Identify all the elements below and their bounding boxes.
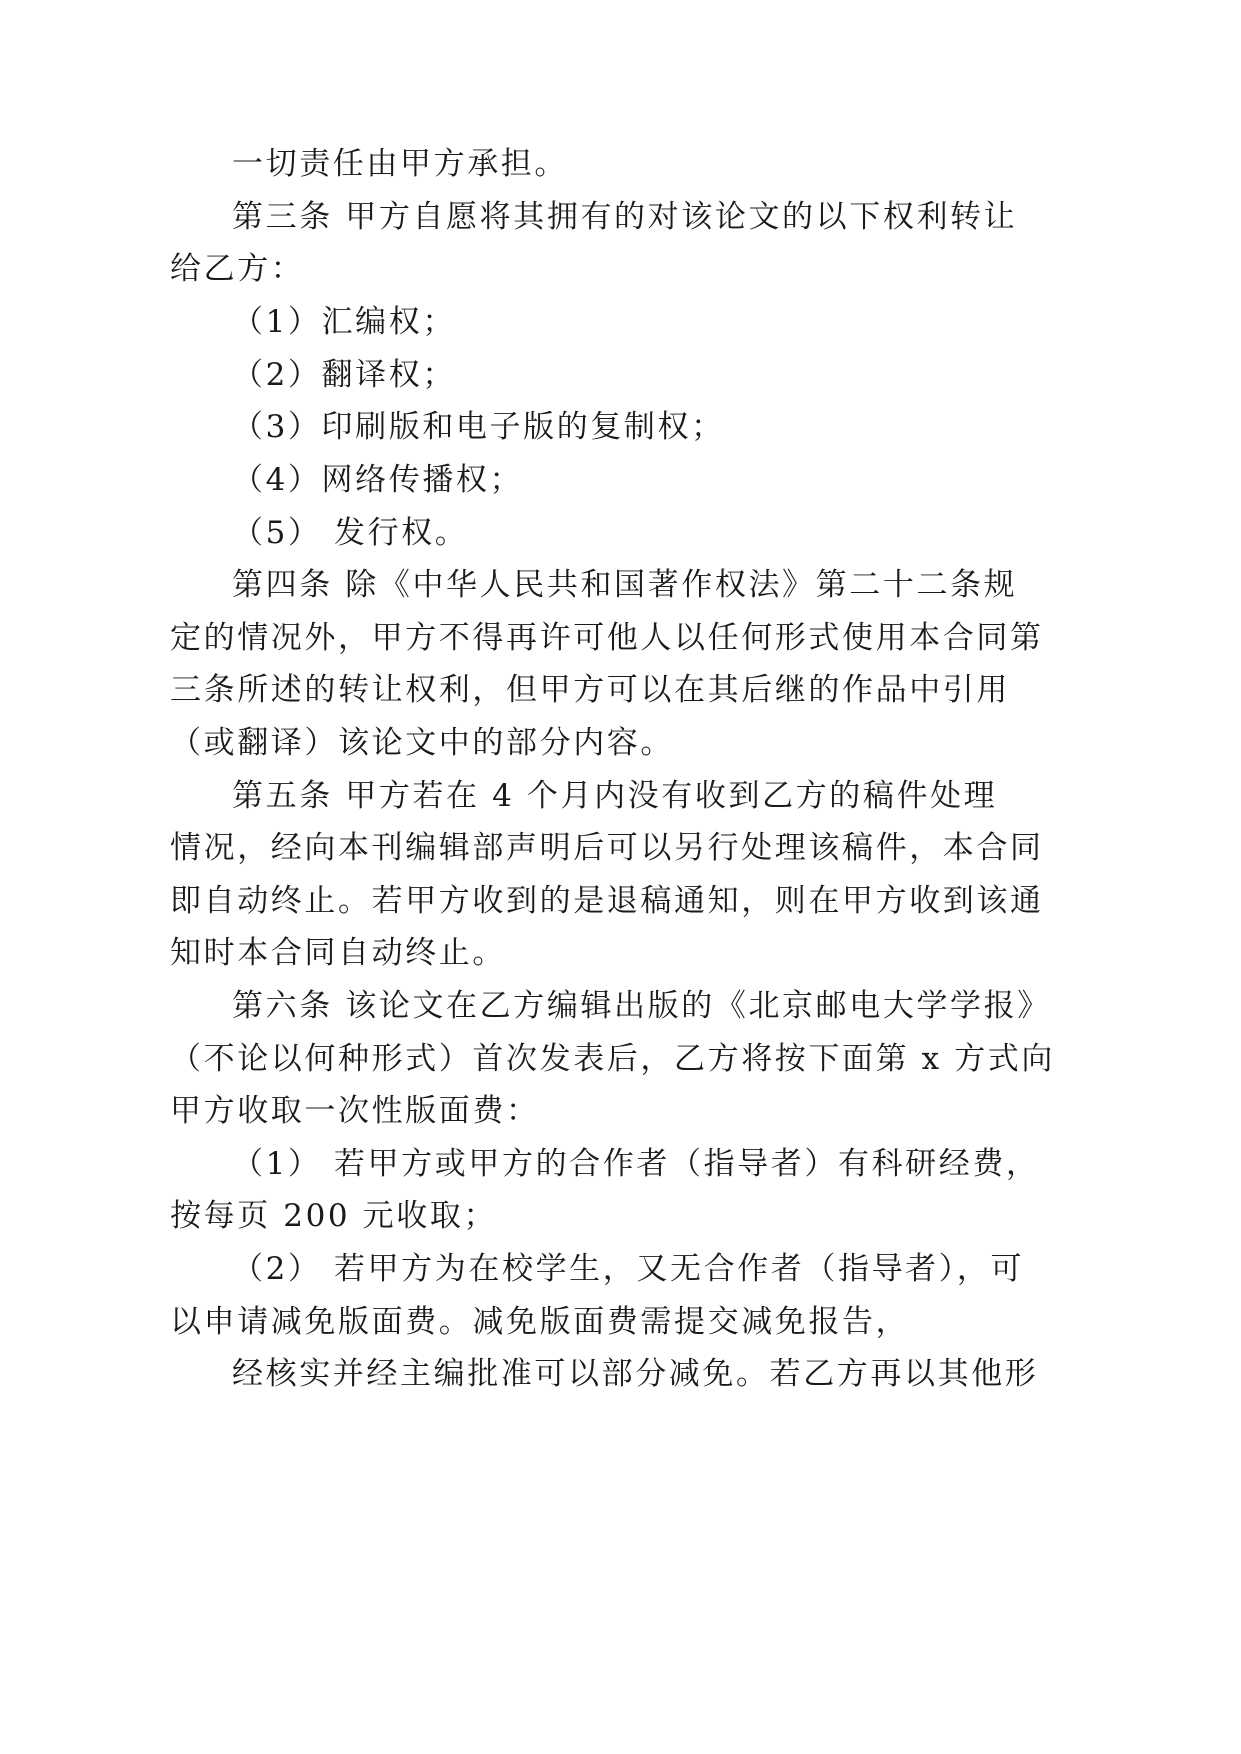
text-line-9: 第四条 除《中华人民共和国著作权法》第二十二条规 (232, 567, 1018, 603)
text-line-16: 知时本合同自动终止。 (170, 935, 506, 971)
list-item-3: （3）印刷版和电子版的复制权； (232, 409, 725, 445)
text-line-3: 给乙方： (170, 251, 305, 287)
text-line-15: 即自动终止。若甲方收到的是退稿通知，则在甲方收到该通 (170, 883, 1044, 919)
list-item-2: （2）翻译权； (232, 357, 456, 393)
text-line-2: 第三条 甲方自愿将其拥有的对该论文的以下权利转让 (232, 199, 1018, 235)
text-line-11: 三条所述的转让权利，但甲方可以在其后继的作品中引用 (170, 672, 1010, 708)
list-item-5: （5） 发行权。 (232, 515, 469, 551)
text-line-10: 定的情况外，甲方不得再许可他人以任何形式使用本合同第 (170, 620, 1044, 656)
list-item-4: （4）网络传播权； (232, 462, 524, 498)
text-line-21: 按每页 200 元收取； (170, 1198, 498, 1234)
text-line-19: 甲方收取一次性版面费： (170, 1093, 540, 1129)
text-line-14: 情况，经向本刊编辑部声明后可以另行处理该稿件，本合同 (170, 830, 1044, 866)
list-item-1: （1）汇编权； (232, 304, 456, 340)
text-line-13: 第五条 甲方若在 4 个月内没有收到乙方的稿件处理 (232, 778, 998, 814)
text-line-24: 经核实并经主编批准可以部分减免。若乙方再以其他形 (232, 1356, 1039, 1392)
text-line-17: 第六条 该论文在乙方编辑出版的《北京邮电大学学报》 (232, 988, 1051, 1024)
text-line-1: 一切责任由甲方承担。 (232, 146, 568, 182)
text-line-18: （不论以何种形式）首次发表后，乙方将按下面第 x 方式向 (170, 1041, 1055, 1077)
text-line-12: （或翻译）该论文中的部分内容。 (170, 725, 674, 761)
text-line-20: （1） 若甲方或甲方的合作者（指导者）有科研经费， (232, 1146, 1040, 1182)
text-line-22: （2） 若甲方为在校学生，又无合作者（指导者），可 (232, 1251, 1025, 1287)
text-line-23: 以申请减免版面费。减免版面费需提交减免报告， (170, 1304, 910, 1340)
